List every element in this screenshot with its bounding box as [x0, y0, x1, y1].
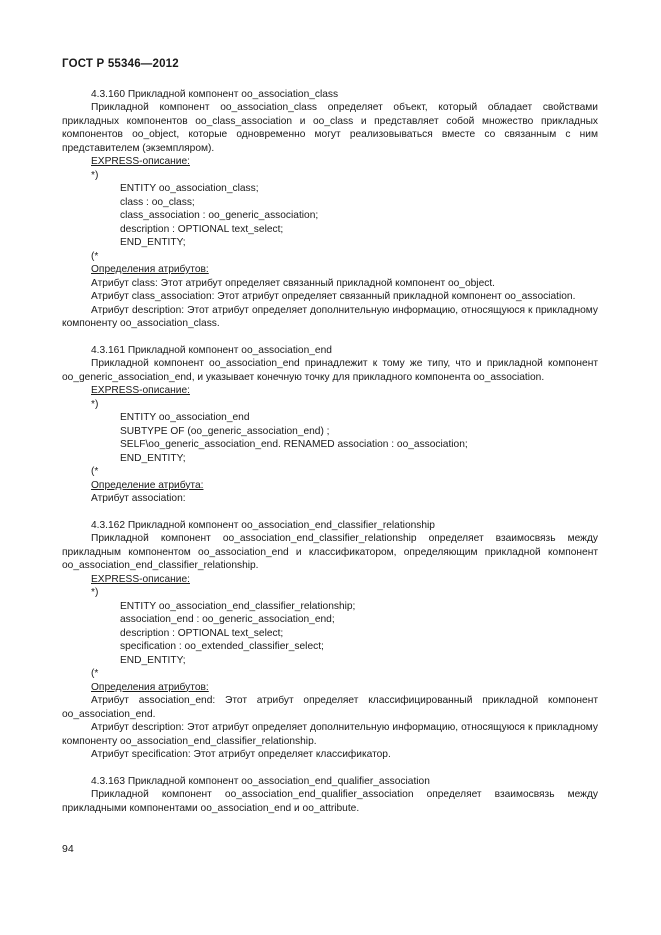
document-header: ГОСТ Р 55346—2012	[62, 58, 179, 70]
section-title: 4.3.161 Прикладной компонент oo_association_end	[91, 344, 332, 356]
express-code	[62, 182, 598, 250]
code-line: ENTITY oo_association_class;	[120, 183, 259, 194]
code-line: ENTITY oo_association_end	[120, 412, 250, 423]
section-4-3-160	[62, 88, 598, 331]
code-line: class_association : oo_generic_association;	[120, 210, 319, 221]
code-line: description : OPTIONAL text_select;	[120, 627, 284, 639]
code-line: END_ENTITY;	[120, 237, 186, 248]
comment-close: (*	[91, 250, 99, 262]
attributes-label: Определения атрибутов:	[91, 681, 209, 693]
section-intro: Прикладной компонент oo_association_end_classifier_relationship определяет взаимосвязь между прикладным компонентом oo_association_end и классификатором, определяющим прикладной компонент oo_association_end_classifier_relationship.	[62, 533, 598, 571]
section-intro: Прикладной компонент oo_association_end_qualifier_association определяет взаимосвязь между прикладными компонентами oo_association_end и oo_attribute.	[62, 789, 598, 814]
express-label: EXPRESS-описание:	[91, 385, 190, 396]
attribute-definition: Атрибут specification: Этот атрибут определяет классификатор.	[91, 749, 391, 760]
express-code	[62, 411, 598, 465]
section-intro: Прикладной компонент oo_association_class определяет объект, который обладает свойствами прикладных компонентов oo_class_association и oo_class и представляет собой множество прикладных компонентов oo_object, которые одновременно могут реализовываться вместе со связанным с ним представителем (экземпляром).	[62, 102, 598, 154]
code-line: class : oo_class;	[120, 196, 195, 208]
code-line: ENTITY oo_association_end_classifier_relationship;	[120, 600, 356, 612]
attribute-definition: Атрибут association:	[91, 493, 186, 504]
comment-close: (*	[91, 466, 99, 477]
section-title: 4.3.162 Прикладной компонент oo_association_end_classifier_relationship	[91, 519, 435, 531]
comment-open: *)	[91, 398, 99, 410]
comment-close: (*	[91, 668, 99, 679]
comment-open: *)	[91, 587, 99, 598]
code-line: SELF\oo_generic_association_end. RENAMED association : oo_association;	[120, 439, 468, 450]
express-code	[62, 600, 598, 668]
attribute-definition: Атрибут description: Этот атрибут определяет дополнительную информацию, относящуюся к прикладному компоненту oo_association_end_classifier_relationship.	[62, 722, 598, 747]
code-line: END_ENTITY;	[120, 452, 186, 464]
page-number: 94	[62, 843, 74, 855]
document-page	[62, 58, 598, 828]
attribute-definition: Атрибут class: Этот атрибут определяет связанный прикладной компонент oo_object.	[91, 277, 495, 289]
attributes-label: Определение атрибута:	[91, 479, 204, 491]
code-line: specification : oo_extended_classifier_select;	[120, 641, 324, 652]
attribute-definition: Атрибут description: Этот атрибут определяет дополнительную информацию, относящуюся к прикладному компоненту oo_association_class.	[62, 304, 598, 329]
section-title: 4.3.163 Прикладной компонент oo_association_end_qualifier_association	[91, 775, 430, 787]
code-line: SUBTYPE OF (oo_generic_association_end) ;	[120, 425, 330, 437]
comment-open: *)	[91, 169, 99, 181]
attribute-definition: Атрибут association_end: Этот атрибут определяет классифицированный прикладной компонент oo_association_end.	[62, 695, 598, 720]
attribute-definition: Атрибут class_association: Этот атрибут определяет связанный прикладной компонент oo_association.	[91, 291, 576, 302]
code-line: description : OPTIONAL text_select;	[120, 223, 284, 235]
section-title: 4.3.160 Прикладной компонент oo_association_class	[91, 88, 339, 100]
section-4-3-161	[62, 344, 598, 506]
section-4-3-162	[62, 519, 598, 762]
section-intro: Прикладной компонент oo_association_end принадлежит к тому же типу, что и прикладной компонент oo_generic_association_end, и указывает конечную точку для прикладного компонента oo_association.	[62, 358, 598, 383]
express-label: EXPRESS-описание:	[91, 156, 190, 167]
section-4-3-163	[62, 775, 598, 816]
code-line: END_ENTITY;	[120, 654, 186, 666]
attributes-label: Определения атрибутов:	[91, 264, 209, 275]
express-label: EXPRESS-описание:	[91, 573, 190, 585]
code-line: association_end : oo_generic_association_end;	[120, 614, 335, 625]
